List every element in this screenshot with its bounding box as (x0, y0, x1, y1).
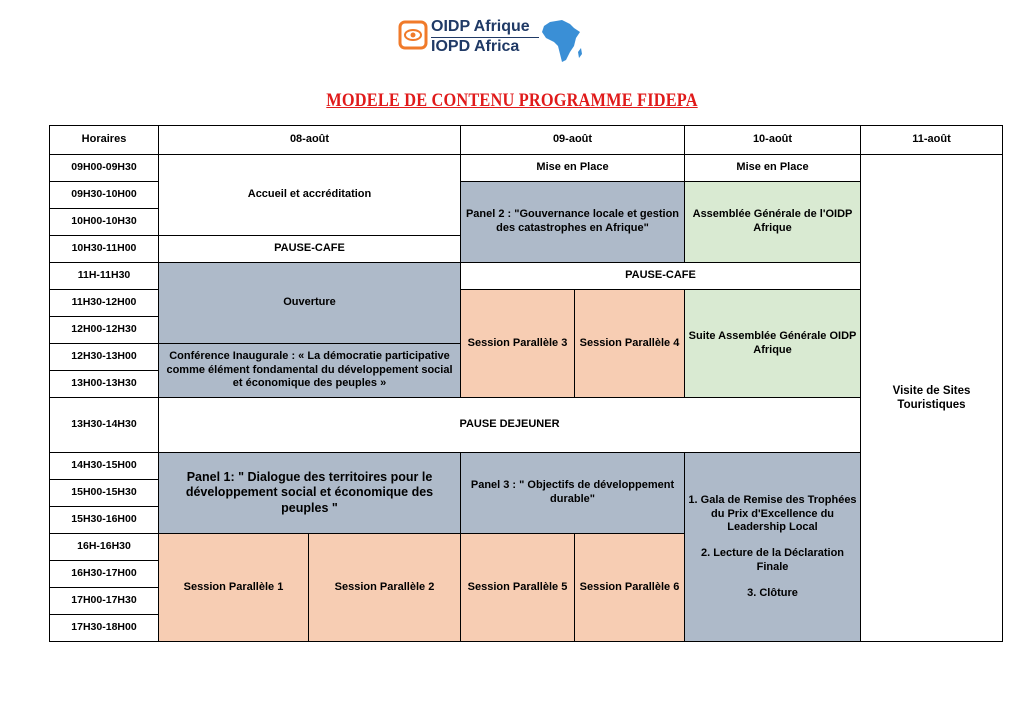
pause-cafe-cell: PAUSE-CAFE (159, 236, 461, 263)
header-row (50, 126, 1003, 155)
time-cell: 16H-16H30 (50, 534, 159, 561)
session-5-cell: Session Parallèle 5 (461, 534, 575, 642)
session-6-cell: Session Parallèle 6 (575, 534, 685, 642)
session-3-cell: Session Parallèle 3 (461, 290, 575, 398)
time-cell: 09H00-09H30 (50, 155, 159, 182)
table-row (50, 453, 1003, 480)
ouverture-cell: Ouverture (159, 263, 461, 344)
program-table (49, 125, 1003, 642)
africa-map-icon (540, 18, 584, 64)
closing-events-cell (685, 453, 861, 642)
time-cell: 17H30-18H00 (50, 615, 159, 642)
panel-2-cell: Panel 2 : "Gouvernance locale et gestion des catastrophes en Afrique" (461, 182, 685, 263)
oidp-logo (398, 16, 588, 64)
table-row (50, 398, 1003, 453)
cloture-item: 3. Clôture (747, 586, 798, 599)
time-cell: 16H30-17H00 (50, 561, 159, 588)
table-row (50, 155, 1003, 182)
time-cell: 13H30-14H30 (50, 398, 159, 453)
time-cell: 15H30-16H00 (50, 507, 159, 534)
visite-cell: Visite de Sites Touristiques (861, 155, 1003, 642)
assemblee-cell: Assemblée Générale de l'OIDP Afrique (685, 182, 861, 263)
logo-line1: OIDP Afrique (431, 18, 530, 35)
logo-line2: IOPD Africa (431, 38, 520, 55)
header-day-4: 11-août (861, 126, 1003, 155)
conference-cell: Conférence Inaugurale : « La démocratie participative comme élément fondamental du développement social et économique des peuples » (159, 344, 461, 398)
time-cell: 09H30-10H00 (50, 182, 159, 209)
time-cell: 17H00-17H30 (50, 588, 159, 615)
mise-en-place-cell: Mise en Place (685, 155, 861, 182)
suite-assemblee-cell: Suite Assemblée Générale OIDP Afrique (685, 290, 861, 398)
time-cell: 10H00-10H30 (50, 209, 159, 236)
time-cell: 14H30-15H00 (50, 453, 159, 480)
time-cell: 15H00-15H30 (50, 480, 159, 507)
time-cell: 10H30-11H00 (50, 236, 159, 263)
session-4-cell: Session Parallèle 4 (575, 290, 685, 398)
time-cell: 12H00-12H30 (50, 317, 159, 344)
header-day-1: 08-août (159, 126, 461, 155)
time-cell: 11H30-12H00 (50, 290, 159, 317)
mise-en-place-cell: Mise en Place (461, 155, 685, 182)
session-1-cell: Session Parallèle 1 (159, 534, 309, 642)
gala-item: 1. Gala de Remise des Trophées du Prix d'Excellence du Leadership Local (688, 493, 857, 534)
table-row (50, 263, 1003, 290)
page-title: MODELE DE CONTENU PROGRAMME FIDEPA (326, 90, 698, 111)
panel-3-cell: Panel 3 : " Objectifs de développement durable" (461, 453, 685, 534)
time-cell: 11H-11H30 (50, 263, 159, 290)
accueil-cell: Accueil et accréditation (159, 155, 461, 236)
header-day-3: 10-août (685, 126, 861, 155)
time-cell: 12H30-13H00 (50, 344, 159, 371)
eye-icon (398, 20, 430, 52)
session-2-cell: Session Parallèle 2 (309, 534, 461, 642)
header-horaires: Horaires (50, 126, 159, 155)
pause-cafe-cell: PAUSE-CAFE (461, 263, 861, 290)
panel-1-cell: Panel 1: " Dialogue des territoires pour le développement social et économique des peuples " (159, 453, 461, 534)
time-cell: 13H00-13H30 (50, 371, 159, 398)
lecture-item: 2. Lecture de la Déclaration Finale (700, 547, 845, 573)
header-day-2: 09-août (461, 126, 685, 155)
pause-dejeuner-cell: PAUSE DEJEUNER (159, 398, 861, 453)
